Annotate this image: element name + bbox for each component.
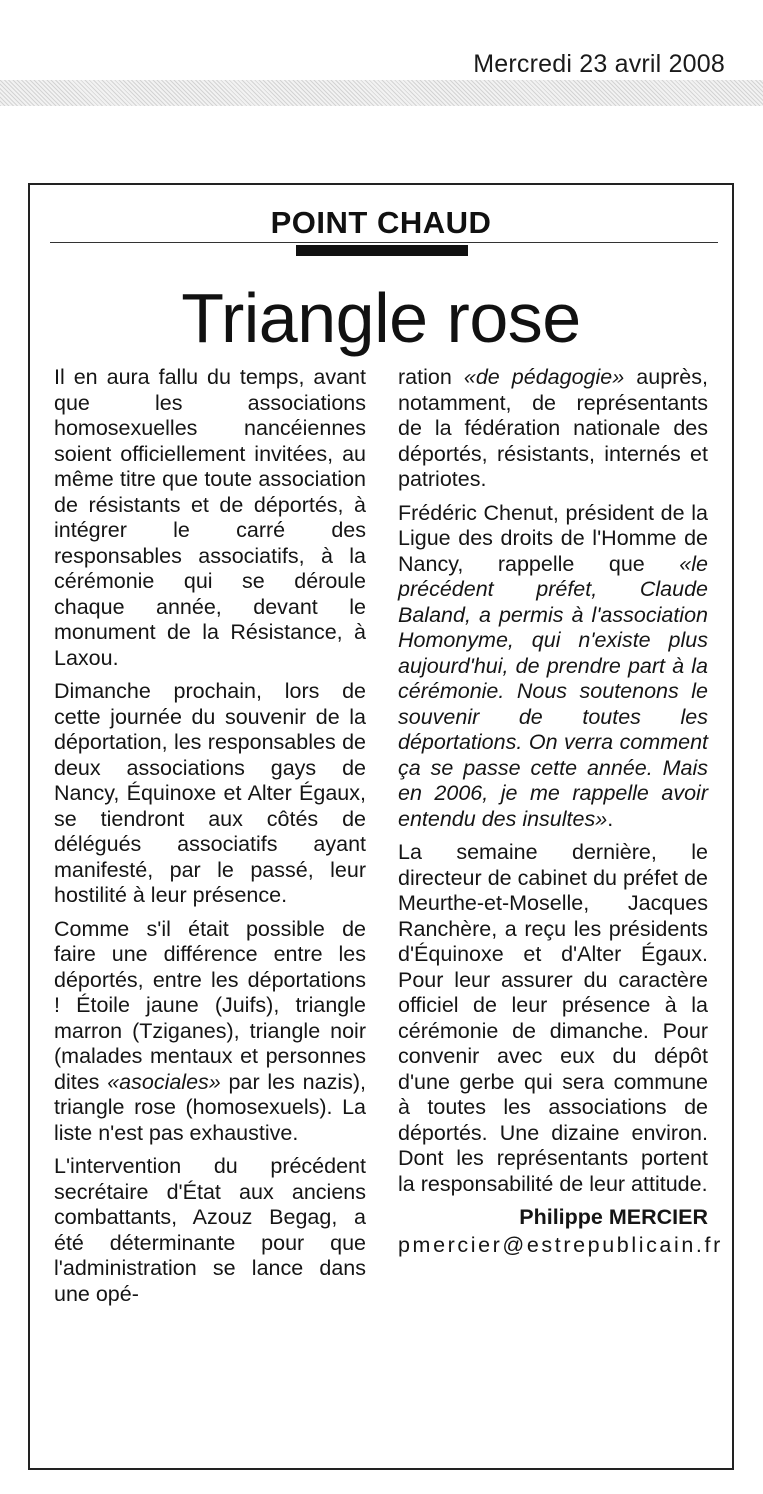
paragraph-5-part-b: auprès, notamment, de représentants de la fédération nationale des déportés, résistants, internés et patriotes. — [398, 365, 708, 491]
paragraph-3-italic: «asociales» — [107, 1069, 221, 1094]
paragraph-7: La semaine dernière, le directeur de cabinet du préfet de Meurthe-et-Moselle, Jacques Ranchère, a reçu les présidents d'Équinoxe et d'Alter Égaux. Pour leur assurer du caractère officiel de leur présence à la cérémonie de dimanche. Pour convenir avec eux du dépôt d'une gerbe qui sera commune à toutes les associations de déportés. Une dizaine environ. Dont les représentants portent la responsabilité de leur attitude. — [398, 840, 708, 1196]
paragraph-3-part-a: Comme s'il était possible de faire une différence entre les déportés, entre les déportations ! Étoile jaune (Juifs), triangle marron (Tziganes), triangle noir (malades mentaux et personnes dites — [54, 916, 366, 1094]
rubric-label: POINT CHAUD — [265, 205, 498, 240]
paragraph-6-part-b: . — [607, 806, 614, 831]
rubric-rule — [50, 242, 718, 243]
paragraph-3-part-b: par les nazis), triangle rose (homosexuels). La liste n'est pas exhaustive. — [54, 1069, 366, 1145]
author-email-link[interactable]: pmercier@estrepublicain.fr — [398, 1232, 723, 1257]
rubric — [30, 205, 732, 241]
paragraph-1: Il en aura fallu du temps, avant que les associations homosexuelles nancéiennes soient officiellement invitées, au même titre que toute association de résistants et de déportés, à intégrer le carré des responsables associatifs, à la cérémonie qui se déroule chaque année, devant le monument de la Résistance, à Laxou. — [54, 365, 366, 670]
paragraph-6 — [398, 501, 708, 833]
paragraph-3 — [54, 917, 366, 1147]
paragraph-5 — [398, 365, 708, 493]
paragraph-5-italic: «de pédagogie» — [463, 365, 625, 389]
paragraph-2: Dimanche prochain, lors de cette journée du souvenir de la déportation, les responsables de deux associations gays de Nancy, Équinoxe et Alter Égaux, se tiendront aux côtés de délégués associatifs ayant manifesté, par le passé, leur hostilité à leur présence. — [54, 679, 366, 907]
paragraph-6-quote: «le précédent préfet, Claude Baland, a permis à l'association Homonyme, qui n'existe plus aujourd'hui, de prendre part à la cérémonie. Nous soutenons le souvenir de toutes les déportations. On verra comment ça se passe cette année. Mais en 2006, je me rappelle avoir entendu des insultes» — [398, 551, 708, 831]
article-column-left — [54, 365, 366, 1315]
publication-date: Mercredi 23 avril 2008 — [473, 50, 725, 78]
header-hatch-band — [0, 80, 763, 106]
paragraph-6-part-a: Frédéric Chenut, président de la Ligue des droits de l'Homme de Nancy, rappelle que — [398, 500, 708, 576]
article-frame — [28, 183, 734, 1470]
author-signature: Philippe MERCIER — [519, 1205, 708, 1229]
article-column-right — [398, 365, 723, 1258]
rubric-underline-bar — [296, 245, 468, 256]
paragraph-5-part-a: ration — [398, 365, 464, 389]
paragraph-4: L'intervention du précédent secrétaire d'État aux anciens combattants, Azouz Begag, a été déterminante pour que l'administration se lance dans une opé- — [54, 1154, 366, 1306]
headline: Triangle rose — [181, 279, 581, 357]
